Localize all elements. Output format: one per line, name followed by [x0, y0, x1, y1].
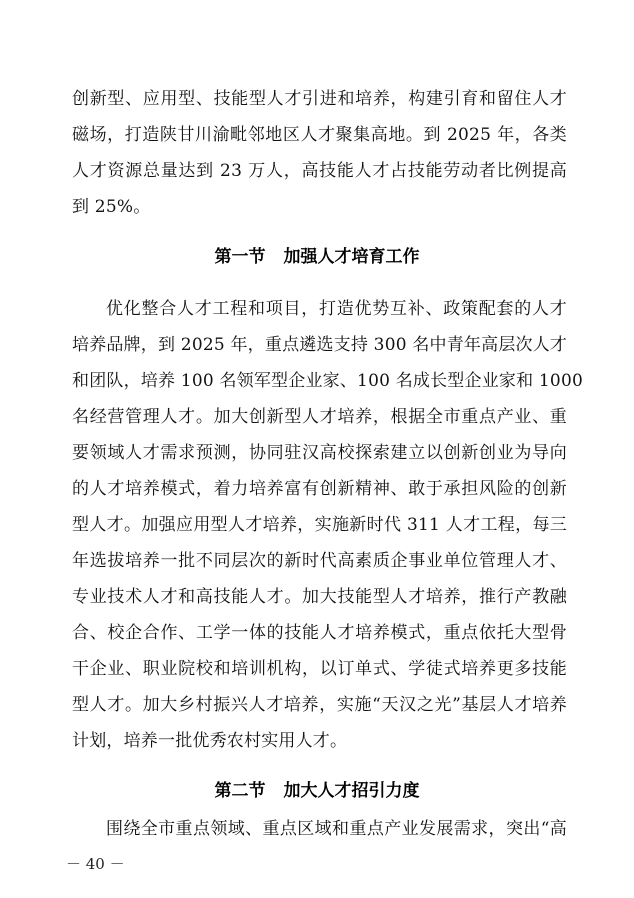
page-number: － 40 －	[66, 855, 125, 873]
section1-line-8: 年选拔培养一批不同层次的新时代高素质企事业单位管理人才、	[72, 551, 567, 571]
section1-line-2: 培养品牌，到 2025 年，重点遴选支持 300 名中青年高层次人才	[72, 335, 568, 355]
section-number: 第二节	[214, 781, 266, 801]
section-heading-1	[0, 246, 634, 268]
section-number: 第一节	[214, 247, 266, 267]
intro-line-1: 创新型、应用型、技能型人才引进和培养，构建引育和留住人才	[72, 89, 567, 109]
section-heading-2	[0, 780, 634, 802]
section2-line-1: 围绕全市重点领域、重点区域和重点产业发展需求，突出“高	[106, 819, 567, 839]
section1-line-4: 名经营管理人才。加大创新型人才培养，根据全市重点产业、重	[72, 407, 567, 427]
section1-line-1: 优化整合人才工程和项目，打造优势互补、政策配套的人才	[106, 299, 567, 319]
section1-line-10: 合、校企合作、工学一体的技能人才培养模式，重点依托大型骨	[72, 623, 567, 643]
section-title: 加大人才招引力度	[283, 781, 420, 801]
intro-line-2: 磁场，打造陕甘川渝毗邻地区人才聚集高地。到 2025 年，各类	[72, 125, 567, 145]
intro-line-4: 到 25%。	[72, 197, 151, 217]
section1-line-5: 要领域人才需求预测，协同驻汉高校探索建立以创新创业为导向	[72, 443, 567, 463]
section1-line-6: 的人才培养模式，着力培养富有创新精神、敢于承担风险的创新	[72, 479, 567, 499]
section1-line-3: 和团队，培养 100 名领军型企业家、100 名成长型企业家和 1000	[72, 371, 583, 391]
section1-line-12: 型人才。加大乡村振兴人才培养，实施“天汉之光”基层人才培养	[72, 695, 567, 715]
section1-line-11: 干企业、职业院校和培训机构，以订单式、学徒式培养更多技能	[72, 659, 567, 679]
section1-line-7: 型人才。加强应用型人才培养，实施新时代 311 人才工程，每三	[72, 515, 567, 535]
intro-line-3: 人才资源总量达到 23 万人，高技能人才占技能劳动者比例提高	[72, 161, 567, 181]
section-title: 加强人才培育工作	[283, 247, 420, 267]
section1-line-9: 专业技术人才和高技能人才。加大技能型人才培养，推行产教融	[72, 587, 567, 607]
section1-line-13: 计划，培养一批优秀农村实用人才。	[72, 731, 348, 751]
